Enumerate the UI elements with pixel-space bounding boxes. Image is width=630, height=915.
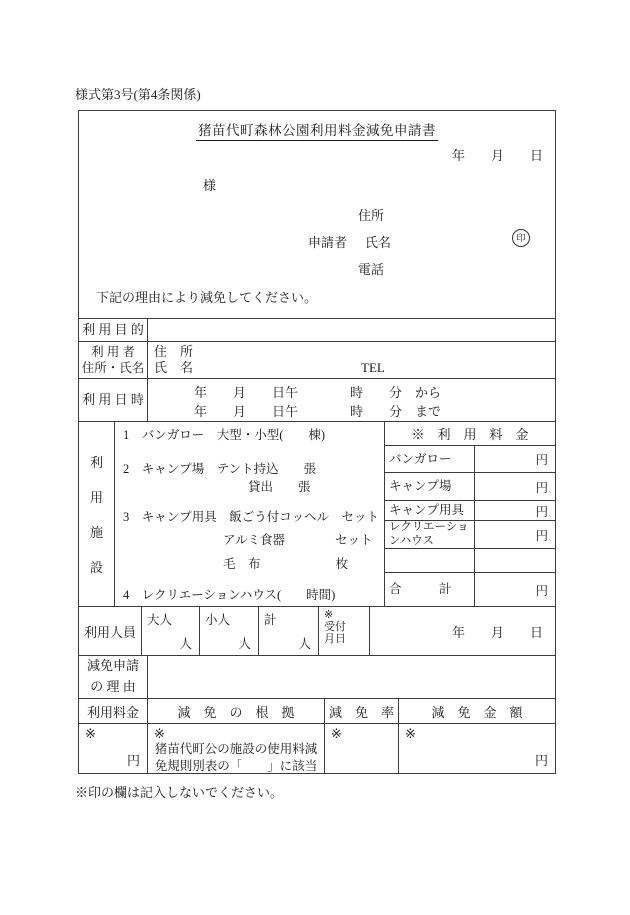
seal-icon: 印 [512, 229, 530, 247]
people-child-cell [199, 607, 258, 655]
reduction-header-row [79, 698, 555, 723]
fee-reserved-mark: ※ [85, 726, 96, 741]
facility-item-gear: 3 キャンプ用具 飯ごう付コッヘル セット [123, 510, 380, 524]
facility-label-vertical: 利 用 施 設 [89, 455, 103, 575]
form-border-box [78, 110, 556, 774]
facility-row [79, 421, 555, 606]
facility-item-bungalow: 1 バンガロー 大型・小型( 棟) [123, 428, 326, 442]
user-row [79, 341, 555, 378]
reduction-data-row [79, 723, 555, 773]
fee-row-campsite: キャンプ場 円 [385, 472, 555, 500]
child-label: 小人 [205, 613, 231, 627]
datetime-from: 年 月 日午 時 分 から [194, 385, 442, 400]
child-unit: 人 [238, 637, 251, 651]
facility-item-campsite: 2 キャンプ場 テント持込 張 [123, 462, 317, 476]
people-total-cell [258, 607, 318, 655]
datetime-fields [147, 379, 555, 421]
people-adult-cell [141, 607, 199, 655]
purpose-label: 利 用 目 的 [82, 321, 144, 337]
total-label: 計 [264, 613, 277, 627]
basis-text-line1: 猪苗代町公の施設の使用料減 [154, 742, 318, 756]
user-fields [147, 342, 555, 378]
amount-unit: 円 [534, 753, 548, 768]
user-tel-label: TEL [361, 360, 385, 376]
amount-cell [398, 724, 555, 773]
rate-column-header: 減 免 率 [324, 699, 398, 723]
reception-date-field: 年 月 日 [369, 607, 555, 655]
datetime-label: 利 用 日 時 [82, 391, 144, 407]
applicant-name-label: 氏名 [365, 235, 392, 250]
facility-item-campsite-2: 貸出 張 [123, 480, 311, 494]
intro-sentence: 下記の理由により減免してください。 [96, 290, 318, 305]
addressee-suffix: 様 [203, 178, 217, 193]
facility-items [114, 422, 384, 606]
fee-column-header: 利用料金 [86, 704, 139, 720]
reason-label: 減免申請 の 理 由 [86, 658, 139, 694]
basis-reserved-mark: ※ [154, 726, 165, 741]
purpose-value-field [147, 319, 555, 341]
reason-row [79, 655, 555, 698]
fee-unit: 円 [126, 753, 140, 768]
rate-reserved-mark: ※ [331, 726, 342, 741]
basis-column-header: 減 免 の 根 拠 [147, 699, 324, 723]
applicant-label: 申請者 [308, 235, 348, 250]
fee-amount-cell [79, 724, 147, 773]
rate-cell [324, 724, 398, 773]
fee-row-total: 合 計 円 [385, 572, 555, 606]
applicant-name-row [308, 232, 391, 251]
amount-reserved-mark: ※ [405, 726, 416, 741]
form-number: 様式第3号(第4条関係) [75, 87, 201, 102]
adult-unit: 人 [179, 637, 192, 651]
form-title: 猪苗代町森林公園利用料金減免申請書 [196, 123, 438, 141]
applicant-address-label: 住所 [358, 208, 385, 223]
reception-date-cell: ※ 受付 月日 [318, 607, 369, 655]
fee-row-gear: キャンプ用具 円 [385, 500, 555, 520]
purpose-row [79, 318, 555, 341]
basis-text-line2: 免規則別表の「 」に該当 [154, 759, 318, 773]
user-label: 利 用 者 住所・氏名 [81, 344, 145, 375]
form-title-row [79, 119, 555, 139]
total-unit: 人 [298, 637, 311, 651]
footnote: ※印の欄は記入しないでください。 [75, 785, 284, 800]
datetime-row [79, 378, 555, 421]
user-name-label: 氏 名 [154, 360, 194, 376]
amount-column-header: 減 免 金 額 [398, 699, 555, 723]
fee-row-rechouse: レクリエーションハウス 円 [385, 520, 555, 548]
fee-row-bungalow: バンガロー 円 [385, 445, 555, 472]
fee-row-blank [385, 548, 555, 572]
applicant-phone-label: 電話 [358, 262, 385, 277]
adult-label: 大人 [147, 613, 173, 627]
reception-mark: ※ [324, 609, 334, 621]
fee-table [384, 422, 555, 606]
fee-table-header: ※ 利 用 料 金 [411, 427, 529, 442]
facility-item-gear-2: アルミ食器 セット [123, 533, 373, 547]
form-table [79, 318, 555, 773]
reason-value-field [147, 656, 555, 698]
people-row [79, 606, 555, 655]
basis-cell [147, 724, 324, 773]
application-date: 年 月 日 [451, 148, 543, 163]
form-head [79, 111, 555, 318]
facility-item-rechouse: 4 レクリエーションハウス( 時間) [123, 588, 336, 602]
user-name-line [154, 360, 549, 376]
user-address-label: 住 所 [154, 344, 194, 360]
datetime-to: 年 月 日午 時 分 まで [194, 404, 442, 419]
people-label: 利用人員 [83, 624, 136, 640]
facility-item-gear-3: 毛 布 枚 [123, 557, 349, 571]
